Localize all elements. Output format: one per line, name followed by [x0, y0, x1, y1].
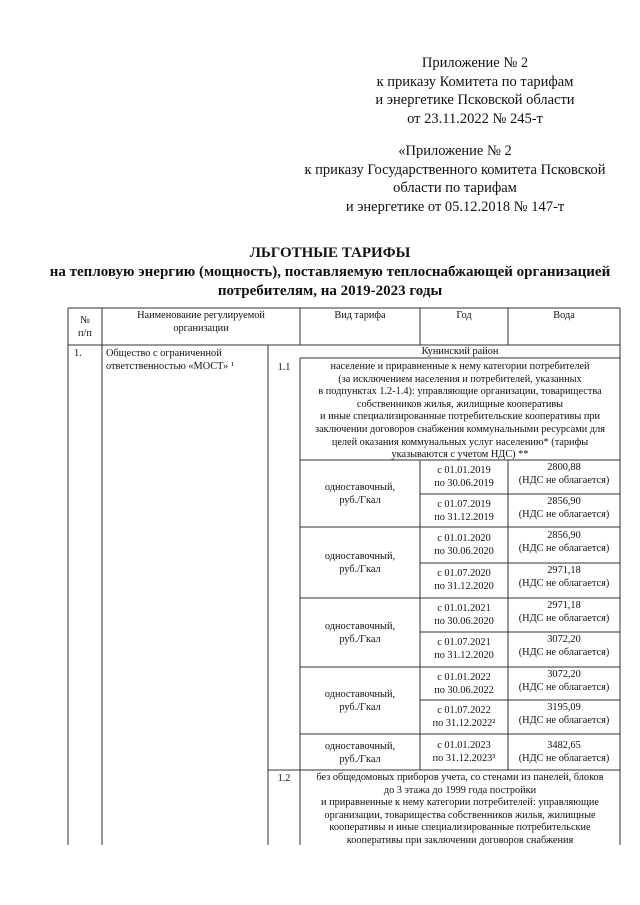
period-to: по 31.12.2020 [434, 649, 494, 661]
period-to: по 30.06.2020 [434, 615, 494, 627]
period-to: по 30.06.2022 [434, 684, 494, 696]
tariff-value-note: (НДС не облагается) [518, 752, 610, 764]
tariff-kind [300, 741, 420, 766]
desc-line: и иные специализированные потребительские кооперативы при [320, 411, 600, 423]
sub-description [302, 772, 618, 848]
appendix-title: Приложение № 2 [421, 55, 529, 71]
orig-appendix-line: и энергетике от 05.12.2018 № 147-т [345, 198, 565, 215]
tariff-value-number: 3195,09 [547, 702, 581, 713]
tariff-kind-line: одноставочный, [324, 551, 396, 562]
desc-line: собственников жилья, жилищные кооперативы [356, 398, 564, 410]
tariff-kind-line: одноставочный, [324, 741, 396, 752]
period-to: по 31.12.2020 [434, 580, 494, 592]
period-to: по 30.06.2019 [434, 477, 494, 489]
title-line: потребителям, на 2019-2023 годы [217, 283, 443, 299]
org-name-line: Общество с ограниченной [106, 348, 222, 359]
orig-appendix-header [280, 142, 630, 216]
period [420, 740, 508, 765]
tariff-value-number: 3072,20 [547, 634, 581, 645]
period-from: с 01.01.2022 [437, 672, 491, 683]
desc-line: организации, товарищества собственников жилья, жилищные [324, 809, 596, 821]
desc-line: указываются с учетом НДС) ** [391, 449, 529, 461]
period-to: по 30.06.2020 [434, 545, 494, 557]
tariff-value-number: 3482,65 [547, 740, 581, 751]
desc-line: (за исключением населения и потребителей, указанных [338, 373, 582, 385]
tariff-kind [300, 551, 420, 576]
tariff-value [508, 496, 620, 521]
tariff-kind-line: одноставочный, [324, 621, 396, 632]
header-year: Год [456, 310, 472, 321]
period [420, 499, 508, 524]
period-to: по 31.12.2019 [434, 511, 494, 523]
sub-description [302, 361, 618, 462]
period [420, 637, 508, 662]
desc-line: и приравненные к нему категории потребителей: управляющие [321, 797, 599, 809]
org-name [106, 348, 268, 373]
period [420, 533, 508, 558]
tariff-value-number: 2971,18 [547, 600, 581, 611]
tariff-value-note: (НДС не облагается) [518, 714, 610, 726]
tariff-kind [300, 482, 420, 507]
tariff-kind [300, 621, 420, 646]
header-water: Вода [553, 310, 575, 321]
period-from: с 01.07.2019 [437, 499, 491, 510]
desc-line: кооперативы при заключении договоров снабжения [346, 834, 574, 846]
period-from: с 01.01.2023 [437, 740, 491, 751]
document-title [20, 244, 640, 301]
desc-line: до 3 этажа до 1999 года постройки [383, 784, 537, 796]
period-from: с 01.07.2021 [437, 637, 491, 648]
tariff-value [508, 462, 620, 487]
tariff-value-number: 2856,90 [547, 530, 581, 541]
orig-appendix-line: области по тарифам [393, 180, 517, 196]
orig-appendix-line: к приказу Государственного комитета Псковской [304, 161, 606, 178]
tariff-kind-line: руб./Гкал [339, 633, 381, 645]
title-line: ЛЬГОТНЫЕ ТАРИФЫ [249, 245, 411, 261]
header-org [102, 310, 300, 335]
appendix-line: к приказу Комитета по тарифам [376, 73, 574, 90]
period [420, 465, 508, 490]
org-name-line: ответственностью «МОСТ» ¹ [106, 360, 234, 372]
desc-line: без общедомовых приборов учета, со стенами из панелей, блоков [316, 772, 604, 783]
tariff-value-number: 2856,90 [547, 496, 581, 507]
appendix-line: от 23.11.2022 № 245-т [407, 110, 543, 127]
header-num-line: п/п [78, 327, 92, 339]
tariff-value-note: (НДС не облагается) [518, 508, 610, 520]
tariff-value-note: (НДС не облагается) [518, 577, 610, 589]
tariff-value-note: (НДС не облагается) [518, 612, 610, 624]
tariff-value-number: 3072,20 [547, 669, 581, 680]
period-to: по 31.12.2022² [432, 717, 496, 729]
desc-line: заключении договоров снабжения коммунальными ресурсами для [315, 423, 605, 435]
district-name: Кунинский район [421, 346, 499, 357]
tariff-value [508, 740, 620, 765]
desc-line: население и приравненные к нему категории потребителей [330, 361, 590, 372]
desc-line: кооперативы и иные специализированные потребительские [329, 822, 591, 834]
tariff-value [508, 634, 620, 659]
desc-line: в подпунктах 1.2-1.4): управляющие организации, товарищества [318, 386, 602, 398]
row-number: 1. [74, 348, 82, 359]
header-num [68, 315, 102, 340]
tariff-kind [300, 689, 420, 714]
tariff-value-number: 2971,18 [547, 565, 581, 576]
appendix-header [340, 54, 610, 128]
tariff-value-note: (НДС не облагается) [518, 474, 610, 486]
tariff-kind-line: руб./Гкал [339, 753, 381, 765]
header-org-line: организации [173, 322, 229, 334]
tariff-kind-line: руб./Гкал [339, 701, 381, 713]
appendix-line: и энергетике Псковской области [375, 92, 575, 108]
tariff-kind-line: руб./Гкал [339, 494, 381, 506]
tariff-value [508, 669, 620, 694]
tariff-value [508, 600, 620, 625]
period [420, 672, 508, 697]
period-from: с 01.07.2022 [437, 705, 491, 716]
tariff-value [508, 565, 620, 590]
header-org-line: Наименование регулируемой [137, 310, 265, 321]
tariff-value [508, 530, 620, 555]
tariff-value [508, 702, 620, 727]
period-from: с 01.01.2020 [437, 533, 491, 544]
title-line: на тепловую энергию (мощность), поставляемую теплоснабжающей организацией [49, 264, 611, 280]
period-from: с 01.01.2021 [437, 603, 491, 614]
period-from: с 01.01.2019 [437, 465, 491, 476]
period [420, 603, 508, 628]
header-tariff-kind: Вид тарифа [334, 310, 386, 321]
sub-number: 1.2 [277, 773, 291, 784]
period-to: по 31.12.2023³ [432, 752, 496, 764]
period [420, 705, 508, 730]
tariff-value-note: (НДС не облагается) [518, 646, 610, 658]
header-num-line: № [80, 315, 90, 326]
desc-line: целей оказания коммунальных услуг населению* (тарифы [331, 436, 589, 448]
sub-number: 1.1 [277, 362, 291, 373]
tariff-value-note: (НДС не облагается) [518, 681, 610, 693]
tariff-value-note: (НДС не облагается) [518, 542, 610, 554]
tariff-kind-line: руб./Гкал [339, 563, 381, 575]
period [420, 568, 508, 593]
orig-appendix-title: «Приложение № 2 [398, 143, 512, 159]
tariff-kind-line: одноставочный, [324, 689, 396, 700]
tariff-kind-line: одноставочный, [324, 482, 396, 493]
tariff-value-number: 2800,88 [547, 462, 581, 473]
period-from: с 01.07.2020 [437, 568, 491, 579]
